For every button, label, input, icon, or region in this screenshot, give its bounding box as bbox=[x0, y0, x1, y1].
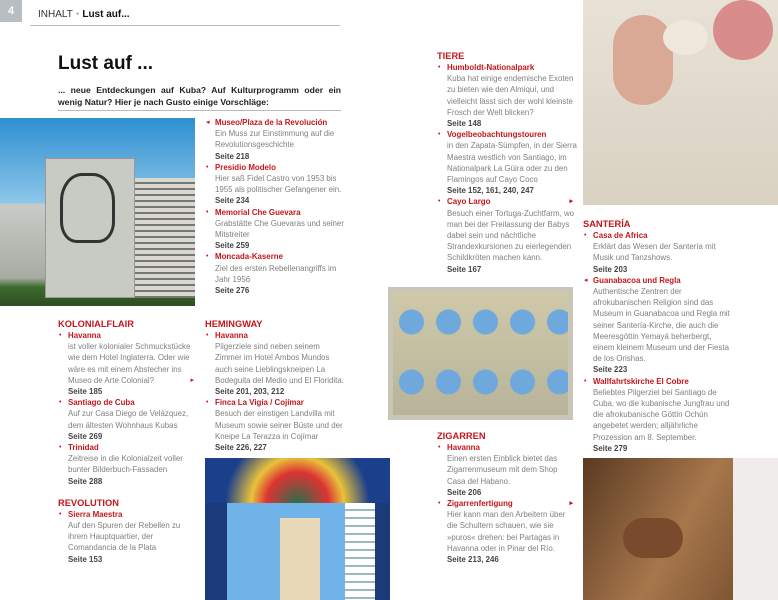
item-text: Zeitreise in die Kolonialzeit voller bunter Bilderbuch-Fassaden bbox=[68, 454, 183, 475]
bullet-icon: • bbox=[59, 444, 62, 452]
item-pages: Seite 279 bbox=[593, 443, 628, 453]
list-item bbox=[583, 275, 733, 376]
header-section: INHALT bbox=[38, 9, 73, 20]
bullet-icon: • bbox=[206, 399, 209, 407]
bullet-icon: • bbox=[206, 208, 209, 216]
item-text: Beliebtes Pilgerziel bei Santiago de Cuba, wo die kubanische Jungfrau und die afrokubanische Göttin Ochún angebetet werden; alljährliche Prozession am 8. September. bbox=[593, 387, 730, 442]
item-pages: Seite 288 bbox=[68, 476, 103, 486]
item-title: Casa de Africa bbox=[593, 231, 648, 240]
header-separator: • bbox=[75, 9, 80, 20]
item-title bbox=[447, 498, 577, 509]
item-pages: Seite 152, 161, 240, 247 bbox=[447, 186, 534, 196]
bullet-icon: • bbox=[438, 131, 441, 139]
item-pages: Seite 203 bbox=[593, 264, 628, 274]
item-pages: Seite 153 bbox=[68, 554, 103, 564]
list-item bbox=[437, 498, 577, 565]
item-title: Moncada-Kaserne bbox=[215, 252, 283, 262]
item-title: Guanabacoa und Regla bbox=[593, 275, 681, 285]
item-title: Museo/Plaza de la Revolución bbox=[215, 118, 328, 127]
tiere-section bbox=[437, 50, 577, 275]
list-item bbox=[437, 62, 577, 129]
arrow-left-icon: ◂ bbox=[206, 119, 210, 126]
bullet-icon: • bbox=[206, 253, 209, 261]
section-heading: KOLONIALFLAIR bbox=[58, 319, 134, 329]
list-item bbox=[58, 330, 198, 397]
item-text: Kuba hat einige endemische Exoten zu bieten wie den Almiquí, und vielleicht lässt sich der wohl kleinste Frosch der Welt blicken? bbox=[447, 74, 574, 117]
list-item bbox=[205, 162, 345, 207]
item-text: Erklärt das Wesen der Santería mit Musik und Tanzshows. bbox=[593, 242, 716, 263]
item-pages: Seite 269 bbox=[68, 431, 103, 441]
item-title: Havanna bbox=[215, 331, 248, 340]
section-heading: TIERE bbox=[437, 51, 465, 61]
list-item bbox=[583, 376, 733, 454]
item-title: Vogelbeobachtungstouren bbox=[447, 130, 547, 140]
item-text: Pilgerziele sind neben seinem Zimmer im Hotel Ambos Mundos auch seine Lieblingskneipen La Bodeguita del Medio und El Floridita. bbox=[215, 342, 344, 385]
list-item bbox=[437, 196, 577, 274]
item-text-body: ist voller kolonialer Schmuckstücke wie dem Hotel Inglaterra. Oder wie wäre es mit einem Abstecher ins Museo de Arte Colonial? bbox=[68, 342, 191, 385]
bullet-icon: • bbox=[438, 64, 441, 71]
bullet-icon: • bbox=[206, 163, 209, 171]
bullet-icon: • bbox=[438, 444, 441, 451]
item-title-text: Cayo Largo bbox=[447, 197, 491, 207]
item-title: Finca La Vigía / Cojímar bbox=[215, 398, 304, 408]
item-text: in den Zapata-Sümpfen, in der Sierra Maestra westlich von Santiago, im Nationalpark La Güira oder zu den Flamingos auf Cayo Coco bbox=[447, 141, 577, 185]
bullet-icon: • bbox=[438, 198, 441, 206]
item-title: Memorial Che Guevara bbox=[215, 207, 301, 217]
item-pages: Seite 167 bbox=[447, 264, 482, 274]
item-text: Besuch einer Tortuga-Zuchtfarm, wo man bei der Freilassung der Babys dabei sein und nächtliche Strandexkursionen zu eierlegenden Schildkröten machen kann. bbox=[447, 208, 575, 263]
item-text: Authentische Zentren der afrokubanischen Religion sind das Museum in Guanabacoa und Regla mit seiner Santería-Kirche, die auch die Meeresgöttin Yemayá beherbergt, einem kleinem Museum und der Fiesta de los Orishas. bbox=[593, 287, 730, 364]
arrow-right-icon: ▸ bbox=[569, 198, 573, 206]
photo-orisha-paintings bbox=[388, 287, 573, 420]
bullet-icon: • bbox=[584, 232, 587, 239]
revolution-highlights bbox=[205, 117, 345, 296]
item-title bbox=[447, 196, 577, 207]
section-heading: HEMINGWAY bbox=[205, 319, 263, 329]
item-pages: Seite 218 bbox=[215, 151, 250, 161]
item-pages: Seite 148 bbox=[447, 119, 482, 129]
page-subtitle: ... neue Entdeckungen auf Kuba? Auf Kulturprogramm oder ein wenig Natur? Hier je nach Gusto einige Vorschläge: bbox=[58, 85, 341, 107]
photo-beach-turtles bbox=[583, 0, 778, 205]
header-rule bbox=[30, 25, 340, 26]
item-pages: Seite 234 bbox=[215, 196, 250, 206]
section-heading: ZIGARREN bbox=[437, 431, 486, 441]
bullet-icon: • bbox=[438, 500, 441, 508]
item-title: Presidio Modelo bbox=[215, 162, 276, 172]
list-item bbox=[437, 442, 577, 498]
item-text bbox=[68, 341, 198, 386]
item-pages: Seite 226, 227 bbox=[215, 443, 267, 453]
list-item bbox=[437, 129, 577, 196]
item-pages: Seite 206 bbox=[447, 487, 482, 497]
item-title: Sierra Maestra bbox=[68, 509, 123, 519]
list-item bbox=[583, 230, 733, 275]
header-topic: Lust auf... bbox=[82, 9, 130, 20]
item-pages: Seite 259 bbox=[215, 241, 250, 251]
photo-plaza-revolucion bbox=[0, 118, 195, 306]
item-text: Einen ersten Einblick bietet das Zigarrenmuseum mit dem Shop Casa del Habano. bbox=[447, 454, 558, 486]
subtitle-rule bbox=[58, 110, 341, 111]
page-number: 4 bbox=[0, 0, 22, 22]
item-pages: Seite 276 bbox=[215, 286, 250, 296]
list-item bbox=[205, 397, 345, 453]
bullet-icon: • bbox=[206, 332, 209, 339]
item-text: Hier saß Fidel Castro von 1953 bis 1955 als politischer Gefangener ein. bbox=[215, 174, 342, 195]
item-pages: Seite 185 bbox=[68, 387, 103, 397]
bullet-icon: • bbox=[59, 332, 62, 339]
list-item bbox=[58, 509, 198, 565]
list-item bbox=[205, 330, 345, 397]
item-text: Grabstätte Che Guevaras und seiner Mitstreiter bbox=[215, 218, 344, 240]
arrow-right-icon: ▸ bbox=[190, 376, 194, 384]
item-title: Wallfahrtskirche El Cobre bbox=[593, 376, 689, 386]
item-title-text: Zigarrenfertigung bbox=[447, 499, 513, 509]
list-item bbox=[205, 207, 345, 252]
list-item bbox=[205, 117, 345, 162]
item-text: Auf den Spuren der Rebellen zu ihrem Hauptquartier, der Comandancia de la Plata bbox=[68, 521, 181, 553]
arrow-right-icon: ▸ bbox=[569, 500, 573, 508]
hemingway-section bbox=[205, 318, 345, 453]
item-title: Havanna bbox=[68, 331, 101, 340]
running-header bbox=[38, 9, 130, 20]
page-title: Lust auf ... bbox=[58, 53, 153, 74]
item-text: Ein Muss zur Einstimmung auf die Revolutionsgeschichte bbox=[215, 129, 335, 150]
item-title: Trinidad bbox=[68, 443, 99, 453]
santeria-section bbox=[583, 218, 733, 454]
section-heading: SANTERÍA bbox=[583, 219, 631, 229]
item-title: Havanna bbox=[447, 443, 480, 452]
bullet-icon: • bbox=[59, 399, 62, 407]
item-title: Humboldt-Nationalpark bbox=[447, 63, 535, 72]
item-text: Besuch der einstigen Landvilla mit Museum sowie seiner Büste und der Kneipe La Terazza in Cojímar bbox=[215, 409, 343, 441]
list-item bbox=[58, 442, 198, 487]
item-text: Auf zur Casa Diego de Velázquez, dem ältesten Wohnhaus Kubas bbox=[68, 409, 189, 430]
photo-colonial-window bbox=[205, 458, 390, 600]
bullet-icon: • bbox=[584, 377, 587, 385]
item-text: Hier kann man den Arbeitern über die Schultern schauen, wie sie »puros« drehen: bei Partagas in Havanna oder in Pinar del Río. bbox=[447, 510, 566, 553]
item-pages: Seite 213, 246 bbox=[447, 555, 499, 565]
arrow-left-icon: ◂ bbox=[584, 276, 588, 284]
item-title: Santiago de Cuba bbox=[68, 398, 135, 408]
section-heading: REVOLUTION bbox=[58, 497, 119, 508]
list-item bbox=[205, 251, 345, 296]
item-pages: Seite 223 bbox=[593, 365, 628, 375]
kolonialflair-section bbox=[58, 318, 198, 565]
zigarren-section bbox=[437, 430, 577, 565]
bullet-icon: • bbox=[59, 510, 62, 518]
photo-cigar-rolling bbox=[583, 458, 778, 600]
item-pages: Seite 201, 203, 212 bbox=[215, 387, 285, 397]
item-text: Ziel des ersten Rebellenangriffs im Jahr 1956 bbox=[215, 263, 337, 284]
list-item bbox=[58, 397, 198, 442]
